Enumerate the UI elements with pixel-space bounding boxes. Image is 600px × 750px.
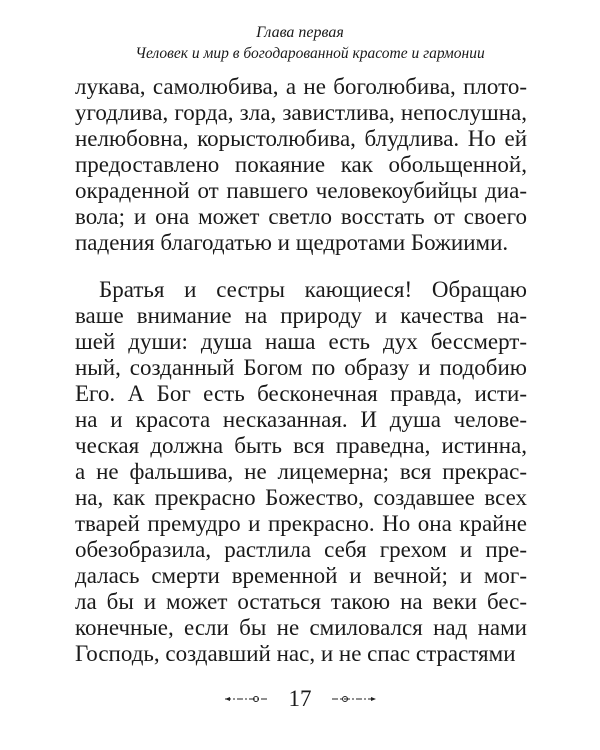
text-line: ный, созданный Богом по образу и подобию — [75, 355, 527, 380]
text-line: а не фальшива, не лицемерна; вся прекрас- — [75, 459, 527, 484]
text-line: на, как прекрасно Божество, создавшее всех — [75, 485, 527, 510]
text-line: конечные, если бы не смиловался над нами — [75, 615, 527, 640]
page-footer — [0, 686, 600, 712]
text-line: шей души: душа наша есть дух бессмерт- — [75, 329, 527, 354]
text-line: падения благодатью и щедротами Божиими. — [75, 230, 509, 255]
text-line: вола; и она может светло восстать от своего — [75, 204, 527, 229]
text-line: лукава, самолюбива, а не боголюбива, плото- — [75, 74, 527, 99]
running-header-subtitle: Человек и мир в богодарованной красоте и гармонии — [135, 45, 485, 62]
text-line: ческая должна быть вся праведна, истинна, — [75, 433, 527, 458]
text-line: предоставлено покаяние как обольщенной, — [75, 152, 527, 177]
text-line: ваше внимание на природу и качества на- — [75, 303, 527, 328]
running-header-chapter: Глава первая — [256, 24, 344, 41]
text-line: далась смерти временной и вечной; и мог- — [75, 563, 527, 588]
text-line: Братья и сестры кающиеся! Обращаю — [99, 277, 527, 302]
paragraph-2 — [75, 277, 527, 667]
text-line: на и красота несказанная. И душа челове- — [75, 407, 527, 432]
paragraph-1 — [75, 74, 527, 256]
ornament-left-icon — [225, 694, 269, 704]
page-number: 17 — [288, 686, 312, 711]
text-line: окраденной от павшего человекоубийцы диа- — [75, 178, 527, 203]
text-line: тварей премудро и прекрасно. Но она крайне — [75, 511, 527, 536]
text-line: Господь, создавший нас, и не спас страстями — [75, 641, 516, 666]
ornament-right-icon — [332, 694, 376, 704]
text-line: ла бы и может остаться такою на веки бес- — [75, 589, 527, 614]
text-line: угодлива, горда, зла, завистлива, непослушна, — [75, 100, 527, 125]
text-line: обезобразила, растлила себя грехом и пре- — [75, 537, 527, 562]
text-line: Его. А Бог есть бесконечная правда, исти- — [75, 381, 527, 406]
text-line: нелюбовна, корыстолюбива, блудлива. Но ей — [75, 126, 527, 151]
